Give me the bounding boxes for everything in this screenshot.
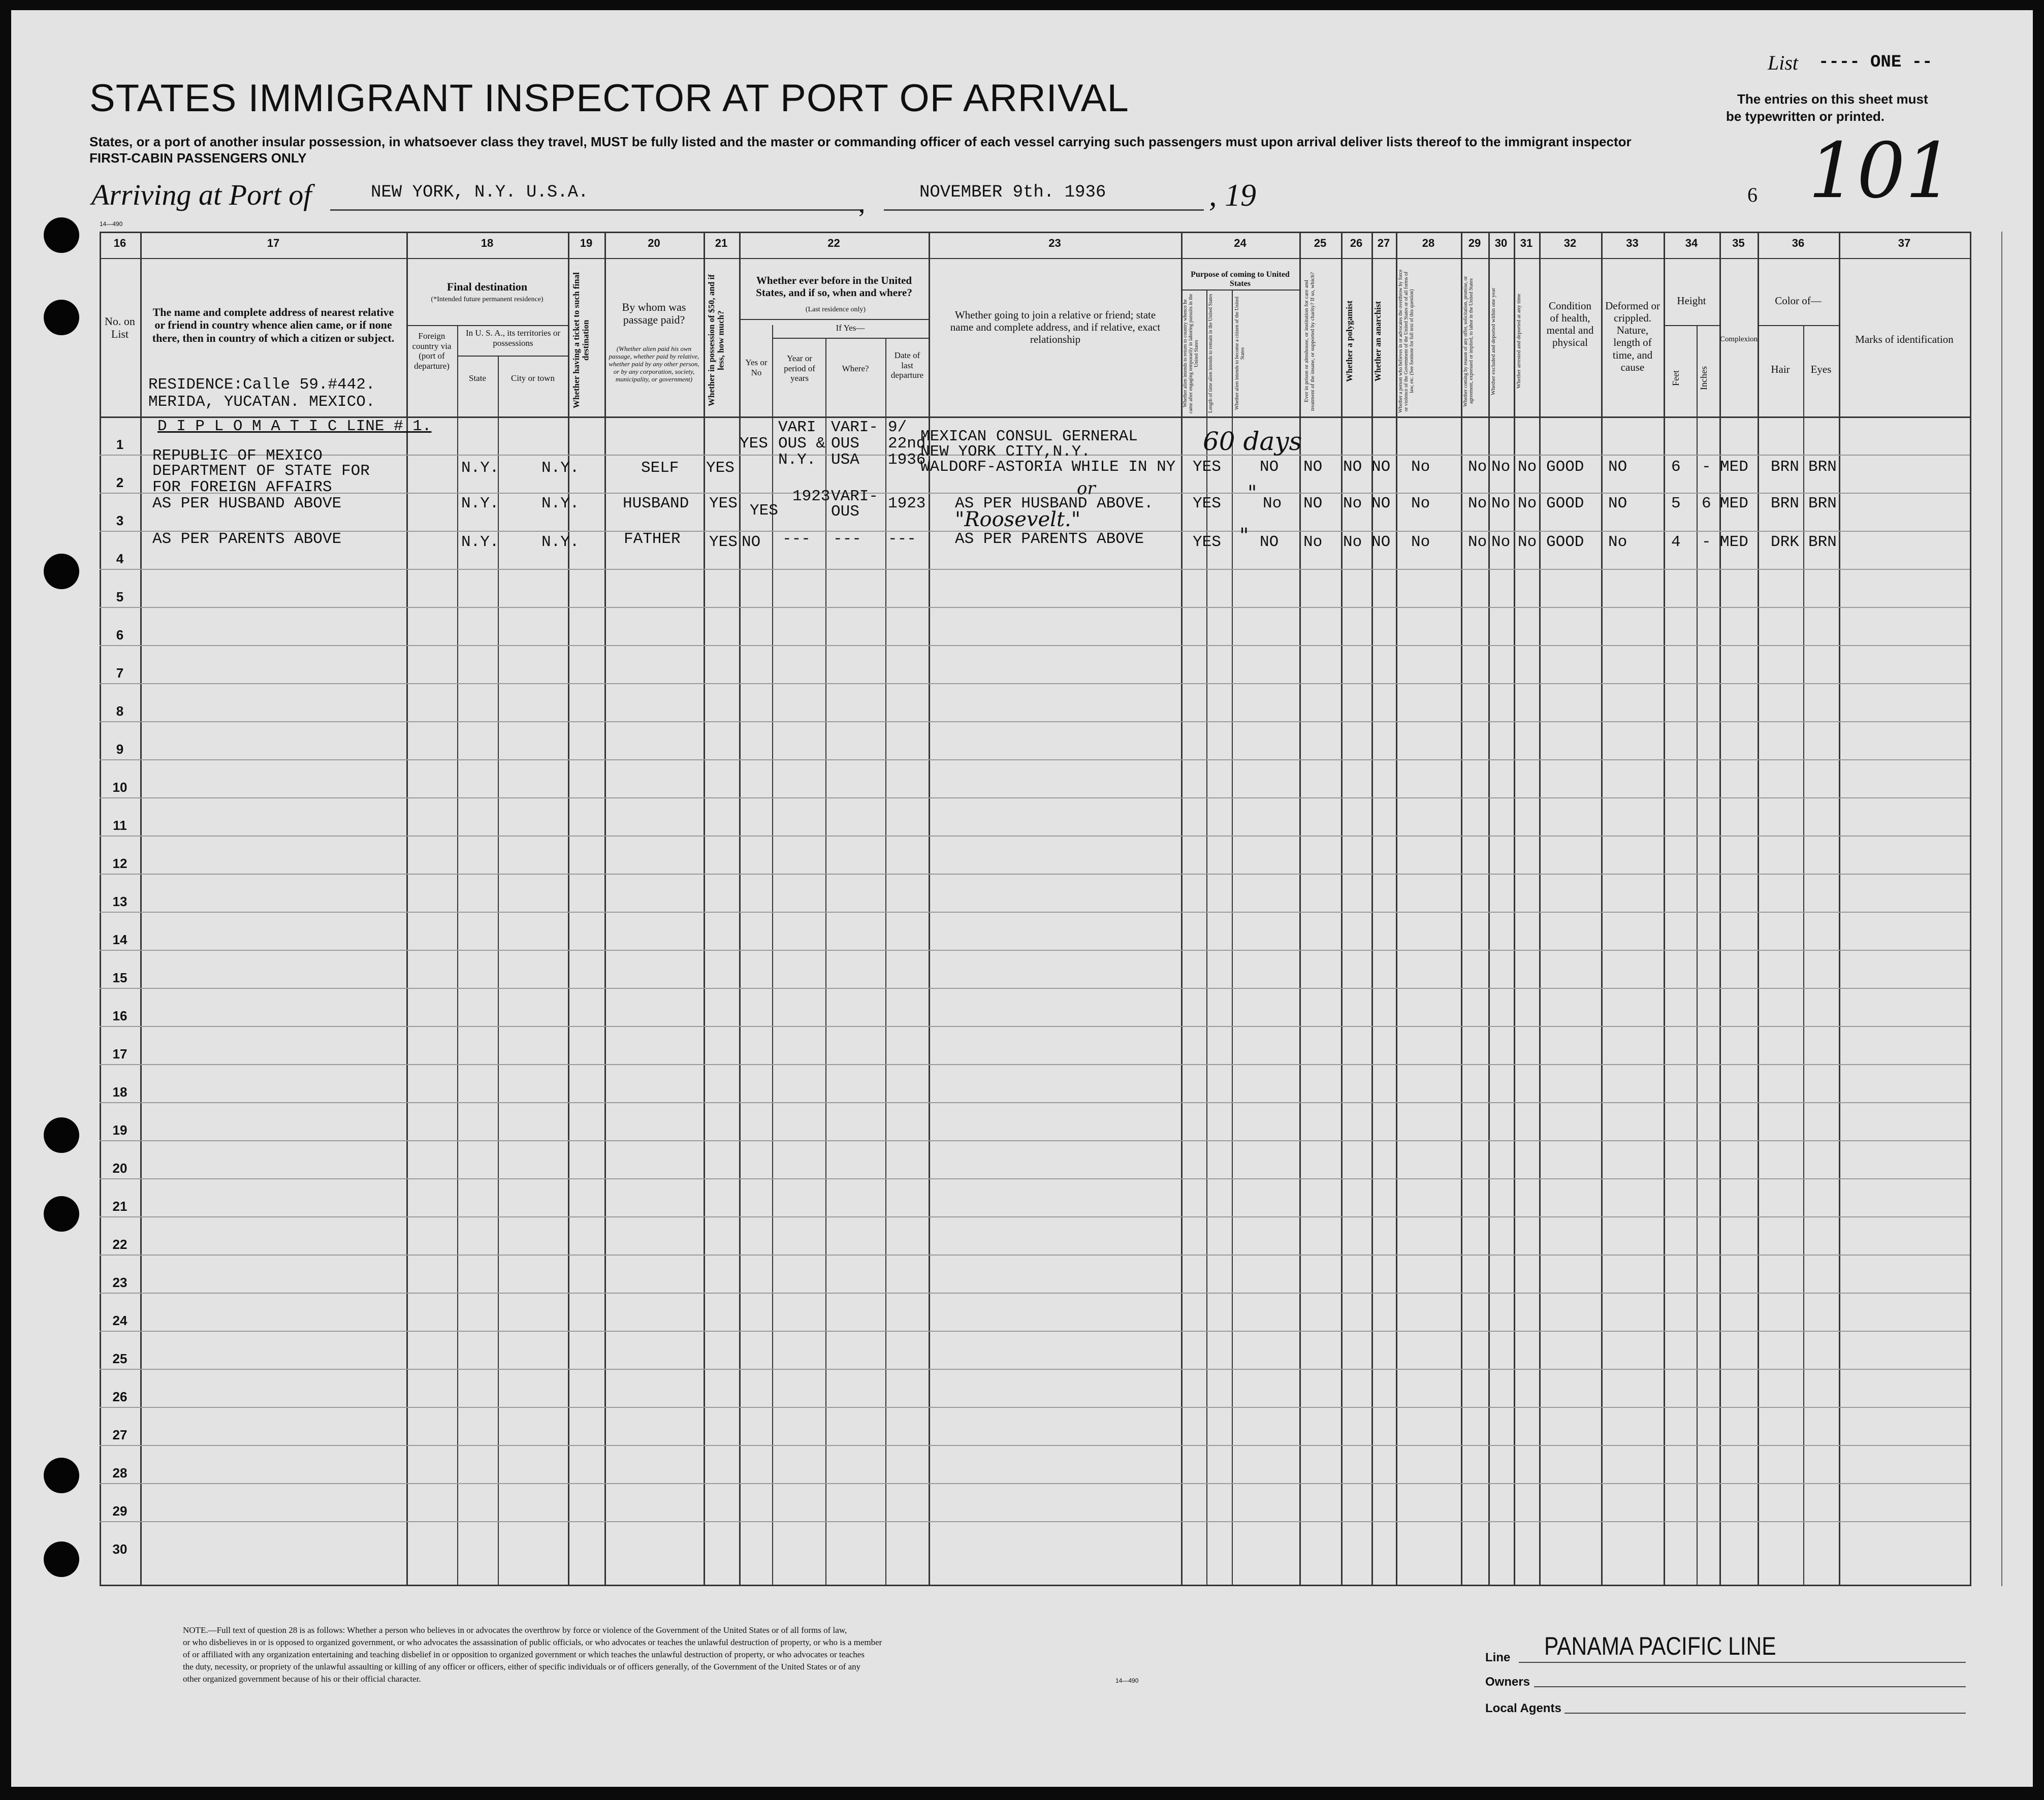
- column-number: 32: [1563, 237, 1577, 249]
- column-divider: [1181, 232, 1183, 1586]
- r1-paid-by: SELF: [641, 459, 679, 477]
- r1-arrested: No: [1518, 458, 1537, 476]
- r1-length: 60 days: [1203, 427, 1302, 456]
- header-date-departure: Date of last departure: [890, 350, 924, 380]
- header-purpose-length: Length of time alien intends to remain in the United States: [1208, 294, 1213, 413]
- r3-eyes: BRN: [1808, 533, 1837, 551]
- header-relative-address: The name and complete address of nearest relative or friend in country whence alien came, or if none there, then in country of which a citizen or subject.: [152, 306, 395, 344]
- port-value: NEW YORK, N.Y. U.S.A.: [371, 183, 589, 202]
- footnote-line: the duty, necessity, or propriety of the unlawful assaulting or killing of any officer or officers, either of specific individuals or of officers generally, of the Government of the United States or of any: [183, 1662, 861, 1672]
- r3-departure: ---: [888, 530, 916, 548]
- header-passage-note: (Whether alien paid his own passage, whether paid by relative, whether paid by any other person, or by any corporation, society, municipality, or government): [609, 345, 699, 383]
- header-complexion: Complexion: [1720, 335, 1758, 343]
- r2-note-or: or: [1077, 478, 1096, 499]
- column-divider: [885, 338, 886, 1586]
- row-separator: [100, 721, 1970, 722]
- r3-years: ---: [782, 530, 811, 548]
- r2-join: AS PER HUSBAND ABOVE.: [955, 495, 1154, 512]
- footer-form-code: 14—490: [1115, 1677, 1139, 1684]
- column-divider: [1758, 232, 1759, 1586]
- row-number: 19: [112, 1122, 127, 1138]
- r1-feet: 6: [1671, 458, 1681, 476]
- header-color: Color of—: [1775, 295, 1822, 307]
- column-divider: [1232, 290, 1233, 1586]
- row-number: 5: [116, 589, 124, 604]
- header-anarchist: Whether an anarchist: [1373, 301, 1383, 382]
- subheader-line: [1181, 290, 1299, 291]
- row-number: 22: [112, 1237, 127, 1252]
- r1-contract: No: [1468, 458, 1487, 476]
- header-eyes: Eyes: [1810, 363, 1832, 375]
- row-number: 13: [112, 894, 127, 909]
- header-passage-paid: By whom was passage paid?: [622, 301, 686, 327]
- row-separator: [100, 1216, 1970, 1217]
- row-number: 6: [116, 627, 124, 642]
- residence-line: RESIDENCE:Calle 59.#442.: [148, 376, 375, 394]
- r3-arrested: No: [1518, 533, 1537, 551]
- row-separator: [100, 607, 1970, 608]
- r2-health: GOOD: [1546, 495, 1584, 512]
- r1-where-3: USA: [831, 451, 859, 469]
- line-label: Line: [1485, 1651, 1511, 1664]
- header-if-yes: If Yes—: [836, 323, 865, 333]
- r1-departure-3: 1936: [888, 451, 926, 469]
- r1-prison: NO: [1303, 458, 1323, 476]
- entries-note: The entries on this sheet must: [1737, 91, 1928, 107]
- header-final-destination-sub: (*Intended future permanent residence): [431, 296, 544, 303]
- subheader-line: [739, 319, 929, 320]
- row-number: 24: [112, 1313, 127, 1328]
- punch-hole: [44, 1117, 79, 1153]
- r1-polygamist: NO: [1343, 458, 1362, 476]
- row-separator: [100, 683, 1970, 684]
- r2-departure: 1923: [888, 495, 926, 512]
- row-number: 9: [116, 742, 124, 757]
- table-top-border: [100, 232, 1970, 233]
- r1-purpose: YES: [1193, 458, 1221, 476]
- line-underline: [1519, 1662, 1966, 1663]
- header-fifty-dollars: Whether in possession of $50, and if less, how much?: [707, 274, 726, 406]
- entries-note: be typewritten or printed.: [1726, 109, 1885, 124]
- r1-city: N.Y.: [541, 459, 580, 477]
- column-number: 29: [1468, 237, 1481, 249]
- row-number: 26: [112, 1389, 127, 1404]
- column-number: 25: [1314, 237, 1327, 249]
- header-hair: Hair: [1771, 363, 1790, 375]
- header-year-period: Year or period of years: [784, 353, 815, 383]
- row-number: 23: [112, 1275, 127, 1290]
- column-divider: [604, 232, 606, 1586]
- row-separator: [100, 1026, 1970, 1027]
- local-agents-label: Local Agents: [1485, 1701, 1561, 1715]
- local-agents-underline: [1564, 1713, 1966, 1714]
- header-yes-no: Yes or No: [745, 358, 768, 377]
- column-number-row-border: [100, 258, 1970, 259]
- page-title: STATES IMMIGRANT INSPECTOR AT PORT OF ARRIVAL: [89, 77, 1129, 120]
- r1-hair: BRN: [1771, 458, 1799, 476]
- r3-city: N.Y.: [541, 533, 580, 551]
- header-last-residence: (Last residence only): [805, 306, 866, 313]
- line-value: PANAMA PACIFIC LINE: [1544, 1632, 1776, 1660]
- row-number: 18: [112, 1084, 127, 1100]
- row-separator: [100, 759, 1970, 760]
- row-separator: [100, 1369, 1970, 1370]
- header-feet: Feet: [1671, 370, 1681, 387]
- header-purpose: Purpose of coming to United States: [1191, 270, 1290, 288]
- column-divider: [1371, 232, 1373, 1586]
- header-inches: Inches: [1699, 366, 1709, 391]
- column-number: 34: [1685, 237, 1698, 249]
- row-number: 28: [112, 1465, 127, 1481]
- r3-health: GOOD: [1546, 533, 1584, 551]
- r2-citizen: No: [1263, 495, 1282, 512]
- r3-fifty: YES: [709, 533, 738, 551]
- r3-paid-by: FATHER: [624, 530, 681, 548]
- r2-purpose: YES: [1193, 495, 1221, 512]
- class-note: FIRST-CABIN PASSENGERS ONLY: [89, 150, 307, 166]
- column-divider: [825, 338, 826, 1586]
- r1-years-2: OUS &: [778, 435, 826, 453]
- r3-hair: DRK: [1771, 533, 1799, 551]
- r1-join-1: MEXICAN CONSUL GERNERAL: [920, 428, 1138, 445]
- header-purpose-citizen: Whether alien intends to become a citizen of the United States: [1234, 297, 1245, 410]
- r1-years-1: VARI: [778, 419, 816, 436]
- row-separator: [100, 1521, 1970, 1522]
- punch-hole: [44, 300, 79, 335]
- date-line: [884, 209, 1204, 211]
- manifest-sheet: [11, 10, 2033, 1787]
- punch-hole: [44, 1541, 79, 1577]
- r2-overthrow: No: [1411, 495, 1430, 512]
- r2-complexion: MED: [1720, 495, 1748, 512]
- r3-polygamist: No: [1343, 533, 1362, 551]
- r1-excluded: No: [1491, 458, 1511, 476]
- column-divider: [1970, 232, 1971, 1586]
- comma: ,: [858, 189, 865, 218]
- column-divider: [1341, 232, 1343, 1586]
- r3-excluded: No: [1491, 533, 1511, 551]
- header-final-destination: Final destination: [446, 280, 528, 293]
- r1-join-3: WALDORF-ASTORIA WHILE IN NY: [920, 458, 1176, 476]
- r3-join: AS PER PARENTS ABOVE: [955, 530, 1144, 548]
- row-number: 11: [113, 818, 127, 833]
- row-separator: [100, 950, 1970, 951]
- header-health: Condition of health, mental and physical: [1546, 300, 1594, 349]
- r2-hair: BRN: [1771, 495, 1799, 512]
- r2-contract: No: [1468, 495, 1487, 512]
- row-separator: [100, 1178, 1970, 1179]
- punch-hole: [44, 1196, 79, 1232]
- owners-label: Owners: [1485, 1675, 1530, 1689]
- header-where: Where?: [842, 364, 869, 373]
- row-separator: [100, 1445, 1970, 1446]
- column-number: 26: [1350, 237, 1363, 249]
- row-separator: [100, 1407, 1970, 1408]
- row-number: 7: [116, 665, 124, 681]
- punch-hole: [44, 1458, 79, 1493]
- arriving-label: Arriving at Port of: [91, 178, 312, 211]
- arrival-date: NOVEMBER 9th. 1936: [919, 183, 1106, 202]
- page-subtitle: States, or a port of another insular possession, in whatsoever class they travel, MUST be fully listed and the master or commanding officer of each vessel carrying such passengers must upon arrival deliver lists thereof to the immigrant inspector: [89, 134, 1632, 149]
- header-marks: Marks of identification: [1855, 333, 1954, 345]
- column-number: 23: [1048, 237, 1061, 249]
- list-label: List: [1768, 51, 1799, 74]
- r2-arrested: No: [1518, 495, 1537, 512]
- column-divider: [1803, 325, 1804, 1586]
- row-number: 3: [116, 513, 124, 528]
- r3-where: ---: [833, 530, 861, 548]
- column-divider: [1719, 232, 1721, 1586]
- port-line: [330, 209, 864, 211]
- r2-feet: 5: [1671, 495, 1681, 512]
- subheader-line: [457, 356, 568, 357]
- owners-underline: [1534, 1686, 1966, 1687]
- column-divider: [2001, 232, 2002, 1586]
- header-foreign-country: Foreign country via (port of departure): [412, 331, 452, 371]
- r3-feet: 4: [1671, 533, 1681, 551]
- row-separator: [100, 874, 1970, 875]
- r2-length: ": [1248, 481, 1257, 505]
- subheader-line: [1758, 325, 1839, 326]
- row-number: 27: [112, 1427, 127, 1442]
- header-purpose-return: Whether alien intends to return to country whence he came after engaging temporarily in laboring pursuits in the United States: [1183, 294, 1199, 413]
- header-ever-before: Whether ever before in the United States, and if so, when and where?: [756, 274, 912, 299]
- row-separator: [100, 493, 1970, 494]
- r3-prison: No: [1303, 533, 1323, 551]
- column-number: 22: [827, 237, 840, 249]
- form-code: 14—490: [100, 220, 123, 228]
- r1-state: N.Y.: [461, 459, 499, 477]
- footnote-line: or who disbelieves in or is opposed to organized government, or who advocates the assassination of public officials, or who advocates or teaches the unlawful destruction of property, or who is a member: [183, 1637, 882, 1647]
- r2-excluded: No: [1491, 495, 1511, 512]
- header-overthrow: Whether a person who believes in or advocates the overthrow by force or violence of the Government of the United States or of all forms of law, etc. (See footnote for full text of this question): [1398, 269, 1415, 413]
- row-separator: [100, 1293, 1970, 1294]
- column-divider: [1488, 232, 1490, 1586]
- r2-before-yes: YES: [750, 502, 778, 520]
- r2-city: N.Y.: [541, 495, 580, 512]
- diplomatic-line: D I P L O M A T I C LINE # 1.: [157, 417, 432, 435]
- row-separator: [100, 1255, 1970, 1256]
- footnote-line: NOTE.—Full text of question 28 is as follows: Whether a person who believes in or advocates the overthrow by force or violence of the Government of the United States or of all forms of law,: [183, 1625, 847, 1635]
- r2-eyes: BRN: [1808, 495, 1837, 512]
- column-number: 27: [1377, 237, 1390, 249]
- r2-prison: NO: [1303, 495, 1323, 512]
- r3-state: N.Y.: [461, 533, 499, 551]
- row-number: 16: [112, 1008, 127, 1023]
- column-divider: [1539, 232, 1541, 1586]
- row-number: 10: [112, 780, 127, 795]
- r1-anarchist: NO: [1371, 458, 1391, 476]
- column-number: 21: [715, 237, 728, 249]
- r1-health: GOOD: [1546, 458, 1584, 476]
- sheet-number: 6: [1747, 183, 1758, 206]
- r1-complexion: MED: [1720, 458, 1748, 476]
- column-number: 16: [113, 237, 126, 249]
- r2-where-2: OUS: [831, 503, 859, 521]
- column-number: 30: [1494, 237, 1508, 249]
- column-number: 35: [1732, 237, 1745, 249]
- r2-years: 1923: [792, 488, 831, 505]
- r2-inches: 6: [1702, 495, 1711, 512]
- r2-where-1: VARI-: [831, 488, 879, 505]
- row-number: 14: [112, 932, 127, 947]
- r3-citizen: NO: [1260, 533, 1279, 551]
- row-separator: [100, 912, 1970, 913]
- subheader-line: [1664, 325, 1719, 326]
- row-separator: [100, 569, 1970, 570]
- r3-complexion: MED: [1720, 533, 1748, 551]
- r1-before-yes: YES: [740, 435, 768, 453]
- header-deformed: Deformed or crippled. Nature, length of time, and cause: [1605, 300, 1660, 373]
- r1-relative-1: REPUBLIC OF MEXICO: [152, 447, 323, 465]
- r3-contract: No: [1468, 533, 1487, 551]
- header-arrested: Whether arrested and deported at any time: [1516, 294, 1522, 389]
- column-number: 36: [1792, 237, 1805, 249]
- year-prefix: , 19: [1209, 178, 1256, 213]
- header-join-relative: Whether going to join a relative or friend; state name and complete address, and if relative, exact relationship: [950, 309, 1161, 346]
- row-separator: [100, 797, 1970, 798]
- row-separator: [100, 1331, 1970, 1332]
- r3-anarchist: NO: [1371, 533, 1391, 551]
- column-number: 37: [1898, 237, 1911, 249]
- column-divider: [1839, 232, 1840, 1586]
- r2-state: N.Y.: [461, 495, 499, 512]
- column-number: 20: [648, 237, 660, 249]
- r1-citizen: NO: [1260, 458, 1279, 476]
- column-divider: [1396, 232, 1397, 1586]
- row-separator: [100, 1483, 1970, 1484]
- column-divider: [1514, 232, 1515, 1586]
- column-number: 31: [1520, 237, 1533, 249]
- punch-hole: [44, 554, 79, 589]
- r3-overthrow: No: [1411, 533, 1430, 551]
- row-number: 8: [116, 703, 124, 719]
- column-divider: [1697, 325, 1698, 1586]
- r3-purpose: YES: [1193, 533, 1221, 551]
- r1-where-1: VARI-: [831, 419, 879, 436]
- row-number: 20: [112, 1161, 127, 1176]
- r2-deformed: NO: [1608, 495, 1627, 512]
- row-separator: [100, 645, 1970, 646]
- r2-note-ship: "Roosevelt.": [955, 508, 1081, 531]
- r3-before-yes: NO: [742, 533, 761, 551]
- r1-years-3: N.Y.: [778, 451, 816, 469]
- row-number: 17: [112, 1046, 127, 1062]
- column-number: 18: [481, 237, 494, 249]
- footnote-line: of or affiliated with any organization entertaining and teaching disbelief in or opposition to organized government or which teaches the unlawful destruction of property, or who advocates or teaches: [183, 1650, 865, 1659]
- r3-inches: -: [1702, 533, 1711, 551]
- row-number: 25: [112, 1351, 127, 1366]
- r2-relative-2: AS PER HUSBAND ABOVE: [152, 495, 342, 512]
- r1-departure-1: 9/: [888, 419, 907, 436]
- column-divider: [1461, 232, 1462, 1586]
- subheader-line: [772, 338, 929, 339]
- column-number: 24: [1234, 237, 1247, 249]
- column-number: 28: [1422, 237, 1435, 249]
- row-number: 1: [116, 437, 124, 452]
- column-divider: [568, 232, 569, 1586]
- header-contract-labor: Whether coming by reason of any offer, solicitation, promise, or agreement, expressed or implied, to labor in the United States: [1463, 276, 1474, 407]
- r1-deformed: NO: [1608, 458, 1627, 476]
- column-divider: [704, 232, 705, 1586]
- row-number: 29: [112, 1503, 127, 1519]
- header-ticket: Whether having a ticket to such final destination: [571, 272, 591, 408]
- row-number: 2: [116, 475, 124, 490]
- r2-relative-1: FOR FOREIGN AFFAIRS: [152, 478, 332, 496]
- column-divider: [140, 232, 142, 1586]
- r1-fifty: YES: [706, 459, 734, 477]
- subheader-line: [406, 325, 568, 326]
- column-divider: [457, 325, 458, 1586]
- header-city: City or town: [511, 373, 555, 383]
- r3-relative: AS PER PARENTS ABOVE: [152, 530, 342, 548]
- page-number-handwritten: 101: [1808, 127, 1954, 215]
- column-number: 17: [267, 237, 280, 249]
- table-bottom-border: [100, 1585, 1970, 1586]
- r3-deformed: No: [1608, 533, 1627, 551]
- row-separator: [100, 1064, 1970, 1065]
- punch-hole: [44, 217, 79, 253]
- r1-join-2: NEW YORK CITY,N.Y.: [920, 443, 1091, 461]
- row-number: 4: [116, 551, 124, 566]
- column-number: 33: [1626, 237, 1639, 249]
- r2-anarchist: NO: [1371, 495, 1391, 512]
- header-prison: Ever in prison or almshouse, or institution for care and treatment of the insane, or supported by charity? If so, which?: [1303, 272, 1316, 411]
- header-in-usa: In U. S. A., its territories or possessions: [465, 328, 561, 348]
- r1-inches: -: [1702, 458, 1711, 476]
- header-state: State: [469, 373, 486, 383]
- row-number: 12: [112, 856, 127, 871]
- row-number: 30: [112, 1541, 127, 1557]
- row-number: 21: [112, 1199, 127, 1214]
- row-separator: [100, 835, 1970, 837]
- r1-eyes: BRN: [1808, 458, 1837, 476]
- row-separator: [100, 1140, 1970, 1141]
- row-number: 15: [112, 970, 127, 985]
- column-number: 19: [580, 237, 593, 249]
- column-divider: [1206, 290, 1207, 1586]
- r1-departure-2: 22nd: [888, 435, 926, 453]
- r2-paid-by: HUSBAND: [623, 495, 689, 512]
- column-divider: [1601, 232, 1603, 1586]
- footnote-line: other organized government because of his or their official character.: [183, 1674, 421, 1684]
- r1-overthrow: No: [1411, 458, 1430, 476]
- r3-length: ": [1239, 524, 1249, 548]
- column-divider: [1664, 232, 1665, 1586]
- row-separator: [100, 1102, 1970, 1103]
- header-no-on-list: No. on List: [105, 315, 135, 341]
- residence-city: MERIDA, YUCATAN. MEXICO.: [148, 393, 375, 411]
- r2-fifty: YES: [709, 495, 738, 512]
- row-separator: [100, 988, 1970, 989]
- r1-relative-2: DEPARTMENT OF STATE FOR: [152, 462, 370, 480]
- header-excluded: Whether excluded and deported within one year: [1490, 287, 1496, 395]
- header-polygamist: Whether a polygamist: [1345, 300, 1354, 382]
- r1-where-2: OUS: [831, 435, 859, 453]
- header-height: Height: [1677, 295, 1706, 307]
- r2-polygamist: No: [1343, 495, 1362, 512]
- list-value: ---- ONE --: [1818, 53, 1933, 72]
